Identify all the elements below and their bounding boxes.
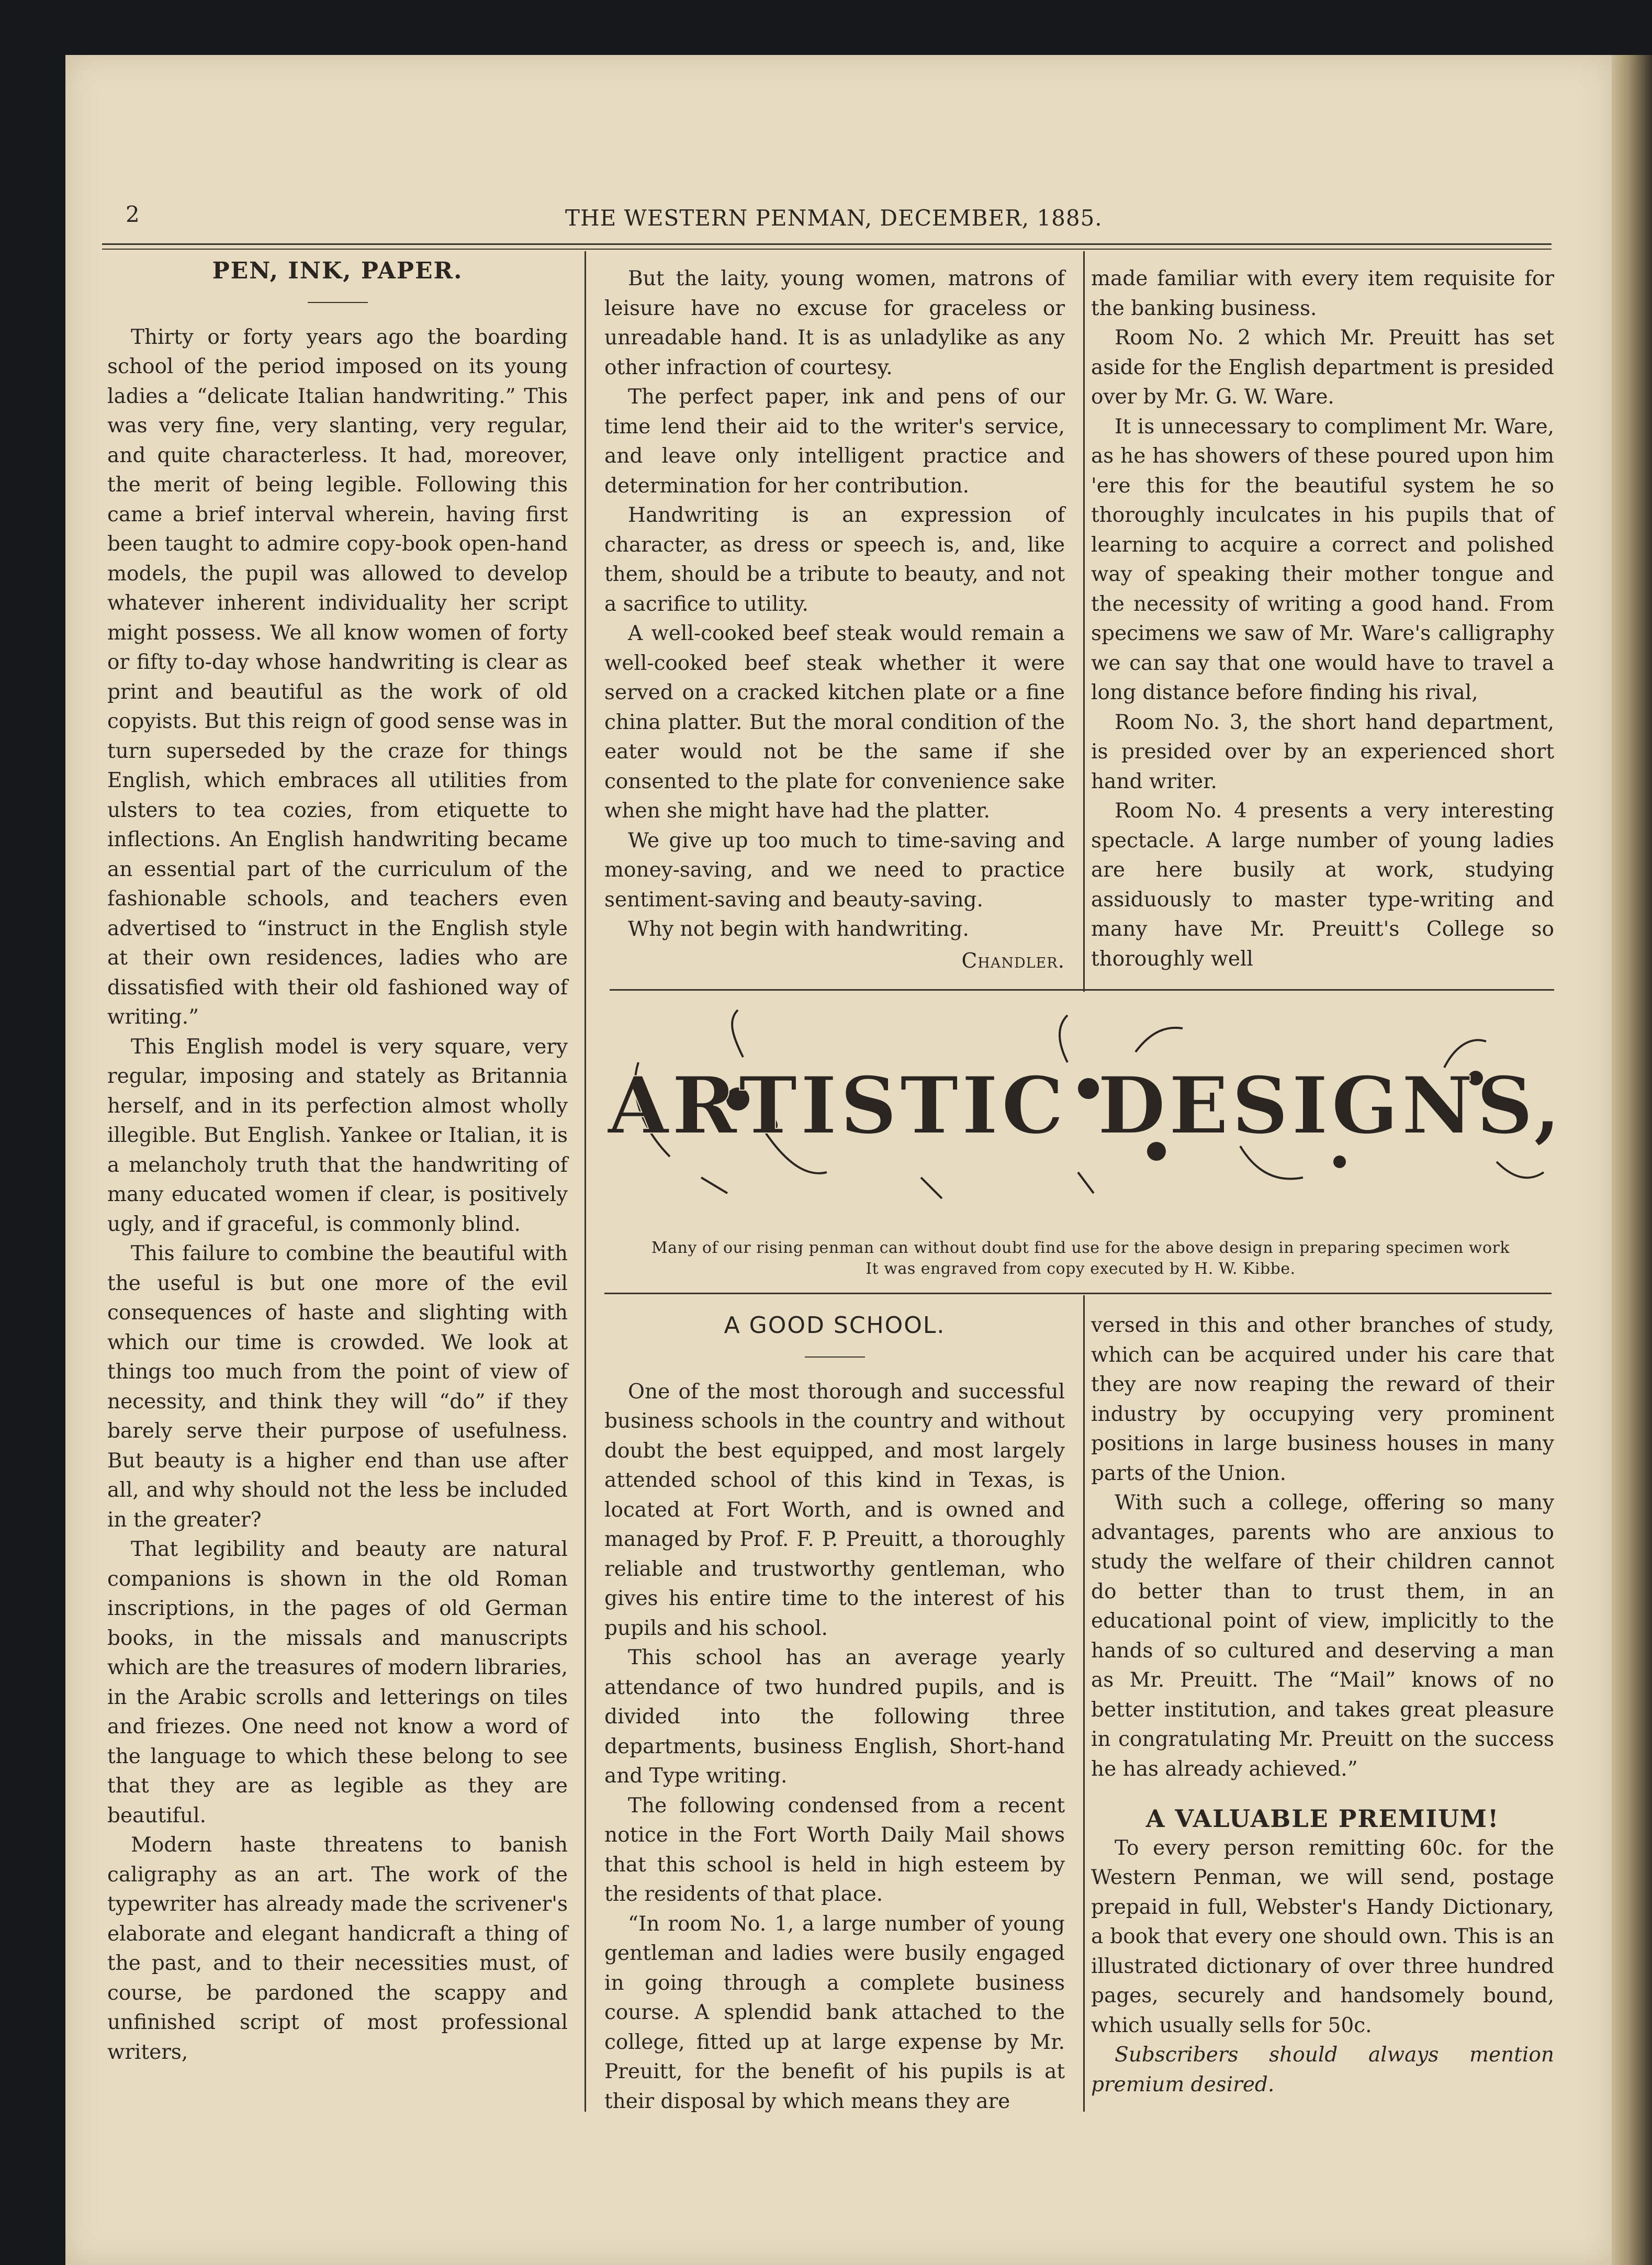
premium-title: A VALUABLE PREMIUM!: [1145, 1804, 1500, 1833]
paragraph: Modern haste threatens to banish caligraphy as an art. The work of the typewriter has already made the scrivener's elaborate and elegant handicraft a thing of the past, and to their necessities must, of course, be pardoned the scappy and unfinished script of most professional writers,: [107, 1833, 568, 2064]
banner-caption: [602, 1238, 1559, 1280]
paragraph: With such a college, offering so many advantages, parents who are anxious to study the welfare of their children cannot do better than to trust them, in an educational point of view, implicitly to the hands of so cultured and deserving a man as Mr. Preuitt. The “Mail” knows of no better institution, and takes great pleasure in congratulating Mr. Preuitt on the success he has already achieved.”: [1091, 1491, 1554, 1781]
article-title: PEN, INK, PAPER.: [212, 257, 463, 284]
header-rule-2: [102, 249, 1552, 250]
paragraph: Room No. 2 which Mr. Preuitt has set aside for the English department is presided over by Mr. G. W. Ware.: [1091, 326, 1554, 409]
paragraph: This school has an average yearly attendance of two hundred pupils, and is divided into the following three departments, business English, Short-hand and Type writing.: [604, 1646, 1065, 1788]
paragraph: That legibility and beauty are natural companions is shown in the old Roman inscriptions, in the pages of old German books, in the missals and manuscripts which are the treasures of modern libraries, in the Arabic scrolls and letterings on tiles and friezes. One need not know a word of the language to which these belong to see that they are as legible as they are beautiful.: [107, 1538, 568, 1827]
column-rule: [585, 1031, 586, 1295]
page-number: 2: [126, 201, 140, 227]
article-good-school: [604, 1311, 1065, 2116]
column-rule: [1083, 251, 1085, 992]
paragraph: Room No. 3, the short hand department, is presided over by an experienced short hand writer.: [1091, 710, 1554, 793]
caption-line: It was engraved from copy executed by H. W. Kibbe.: [866, 1260, 1296, 1278]
header-rule: [102, 243, 1552, 245]
title-rule: [308, 302, 368, 303]
column-rule: [585, 251, 586, 1031]
article-continued: [604, 264, 1065, 976]
paragraph: This English model is very square, very regular, imposing and stately as Britannia herself, and in its perfection almost wholly illegible. But English. Yankee or Italian, it is a melancholy truth that the handwriting of many educated women if clear, is positively ugly, and if graceful, is commonly blind.: [107, 1035, 568, 1236]
paragraph: The perfect paper, ink and pens of our time lend their aid to the writer's service, and leave only intelligent practice and determination for her contribution.: [604, 385, 1065, 498]
paragraph: Handwriting is an expression of character, as dress or speech is, and, like them, should be a tribute to beauty, and not a sacrifice to utility.: [604, 503, 1065, 616]
paragraph: Room No. 4 presents a very interesting spectacle. A large number of young ladies are here busily at work, studying assiduously to master type-writing and many have Mr. Preuitt's College so thoroughly well: [1091, 799, 1554, 971]
paragraph: One of the most thorough and successful business schools in the country and without doubt the best equipped, and most largely attended school of this kind in Texas, is located at Fort Worth, and is owned and managed by Prof. F. P. Preuitt, a thoroughly reliable and trustworthy gentleman, who gives his entire time to the interest of his pupils and his school.: [604, 1380, 1065, 1640]
paragraph: It is unnecessary to compliment Mr. Ware, as he has showers of these poured upon him 'ere this for the beautiful system he so thoroughly inculcates in his pupils that of learning to acquire a correct and polished way of speaking their mother tongue and the necessity of writing a good hand. From specimens we saw of Mr. Ware's calligraphy we can say that one would have to travel a long distance before finding his rival,: [1091, 414, 1554, 704]
paragraph: Why not begin with handwriting.: [628, 917, 969, 941]
article-pen-ink-paper: [107, 256, 568, 2067]
paragraph: This failure to combine the beautiful with the useful is but one more of the evil consequences of haste and slighting with which our time is crowded. We look at things too much from the point of view of necessity, and think they will “do” if they barely serve their purpose of usefulness. But beauty is a higher end than use after all, and why should not the less be included in the greater?: [107, 1242, 568, 1532]
paragraph: But the laity, young women, matrons of leisure have no excuse for graceless or unreadable hand. It is as unladylike as any other infraction of courtesy.: [604, 267, 1065, 379]
paragraph: A well-cooked beef steak would remain a well-cooked beef steak whether it were served on a cracked kitchen plate or a fine china platter. But the moral condition of the eater would not be the same if she consented to the plate for convenience sake when she might have had the platter.: [604, 622, 1065, 823]
paragraph: Thirty or forty years ago the boarding school of the period imposed on its young ladies a “delicate Italian handwriting.” This was very fine, very slanting, very regular, and quite characterless. It had, moreover, the merit of being legible. Following this came a brief interval wherein, having first been taught to admire copy-book open-hand models, the pupil was allowed to develop whatever inherent individuality her script might possess. We all know women of forty or fifty to-day whose handwriting is clear as print and beautiful as the work of old copyists. But this reign of good sense was in turn superseded by the craze for things English, which embraces all utilities from ulsters to tea cozies, from etiquette to inflections. An English handwriting became an essential part of the curriculum of the fashionable schools, and teachers even advertised to “instruct in the English style at their own residences, ladies who are dissatisfied with their old fashioned way of writing.”: [107, 325, 568, 1029]
article-title: A GOOD SCHOOL.: [724, 1312, 946, 1339]
column-rule: [585, 1295, 586, 2112]
banner-top-rule: [610, 989, 1554, 991]
page-edge: [1612, 55, 1652, 2265]
paragraph: made familiar with every item requisite for the banking business.: [1091, 267, 1554, 320]
paragraph: Subscribers should always mention premium desired.: [1091, 2043, 1554, 2096]
paragraph: To every person remitting 60c. for the Western Penman, we will send, postage prepaid in full, Webster's Handy Dictionary, a book that every one should own. This is an illustrated dictionary of over three hundred pages, securely and handsomely bound, which usually sells for 50c.: [1091, 1836, 1554, 2037]
banner-bottom-rule: [604, 1293, 1552, 1294]
school-article-continued: [1091, 264, 1554, 974]
paragraph: The following condensed from a recent notice in the Fort Worth Daily Mail shows that this school is held in high esteem by the residents of that place.: [604, 1793, 1065, 1906]
running-title: THE WESTERN PENMAN, DECEMBER, 1885.: [565, 205, 1103, 231]
caption-line: Many of our rising penman can without doubt find use for the above design in preparing specimen work: [651, 1239, 1510, 1257]
signature: Chandler.: [961, 949, 1065, 973]
school-article-end: [1091, 1311, 1554, 2100]
banner-text: ARTISTIC DESIGNS,: [608, 1060, 1564, 1152]
paragraph: “In room No. 1, a large number of young gentleman and ladies were busily engaged in going through a complete business course. A splendid bank attached to the college, fitted up at large expense by Mr. Preuitt, for the benefit of his pupils is at their disposal by which means they are: [604, 1912, 1065, 2113]
paragraph: versed in this and other branches of study, which can be acquired under his care that they are now reaping the reward of their industry by occupying very prominent positions in large business houses in many parts of the Union.: [1091, 1314, 1554, 1485]
column-rule: [1083, 1295, 1085, 2112]
paragraph: We give up too much to time-saving and money-saving, and we need to practice sentiment-saving and beauty-saving.: [604, 828, 1065, 912]
title-rule: [805, 1356, 865, 1358]
artistic-designs-banner: [607, 1005, 1565, 1214]
